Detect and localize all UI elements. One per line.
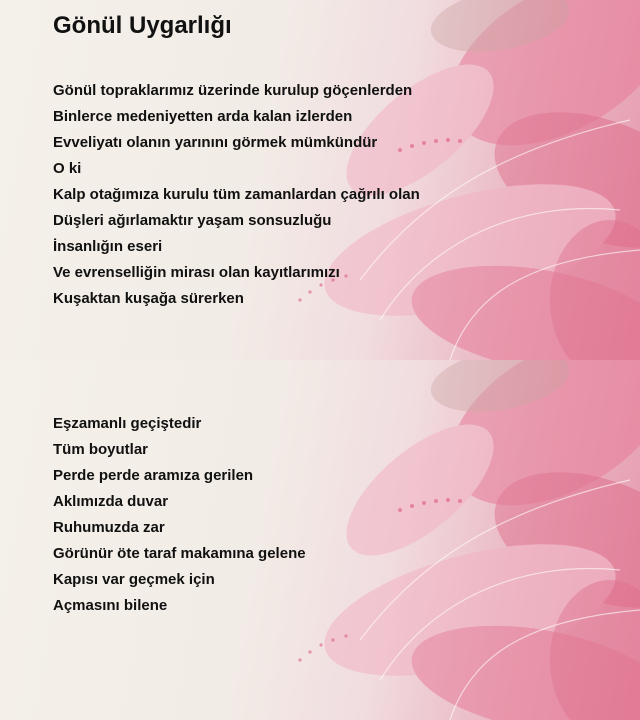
poem-line: Binlerce medeniyetten arda kalan izlerden [53, 108, 353, 125]
poem-line: Düşleri ağırlamaktır yaşam sonsuzluğu [53, 212, 332, 229]
poem-line: Eşzamanlı geçiştedir [53, 415, 202, 432]
poem-line: Ve evrenselliğin mirası olan kayıtlarımızı [53, 264, 340, 281]
stanza-1 [53, 78, 420, 312]
poem-title: Gönül Uygarlığı [53, 12, 232, 39]
poem-line: İnsanlığın eseri [53, 238, 163, 255]
poem-line: Evveliyatı olanın yarınını görmek mümkündür [53, 134, 378, 151]
poem-line: Aklımızda duvar [53, 493, 169, 510]
poem-line: Gönül topraklarımız üzerinde kurulup göçenlerden [53, 82, 413, 99]
poem-line: Açmasını bilene [53, 597, 168, 614]
poem-line: Perde perde aramıza gerilen [53, 467, 254, 484]
poem-panel-bottom [0, 360, 640, 720]
poem-line: Kuşaktan kuşağa sürerken [53, 290, 244, 307]
poem-line: Tüm boyutlar [53, 441, 149, 458]
poem-line: O ki [53, 160, 82, 177]
stanza-2 [53, 411, 306, 619]
poem-line: Kalp otağımıza kurulu tüm zamanlardan çağrılı olan [53, 186, 420, 203]
poem-line: Görünür öte taraf makamına gelene [53, 545, 306, 562]
poem-line: Kapısı var geçmek için [53, 571, 215, 588]
poem-line: Ruhumuzda zar [53, 519, 165, 536]
